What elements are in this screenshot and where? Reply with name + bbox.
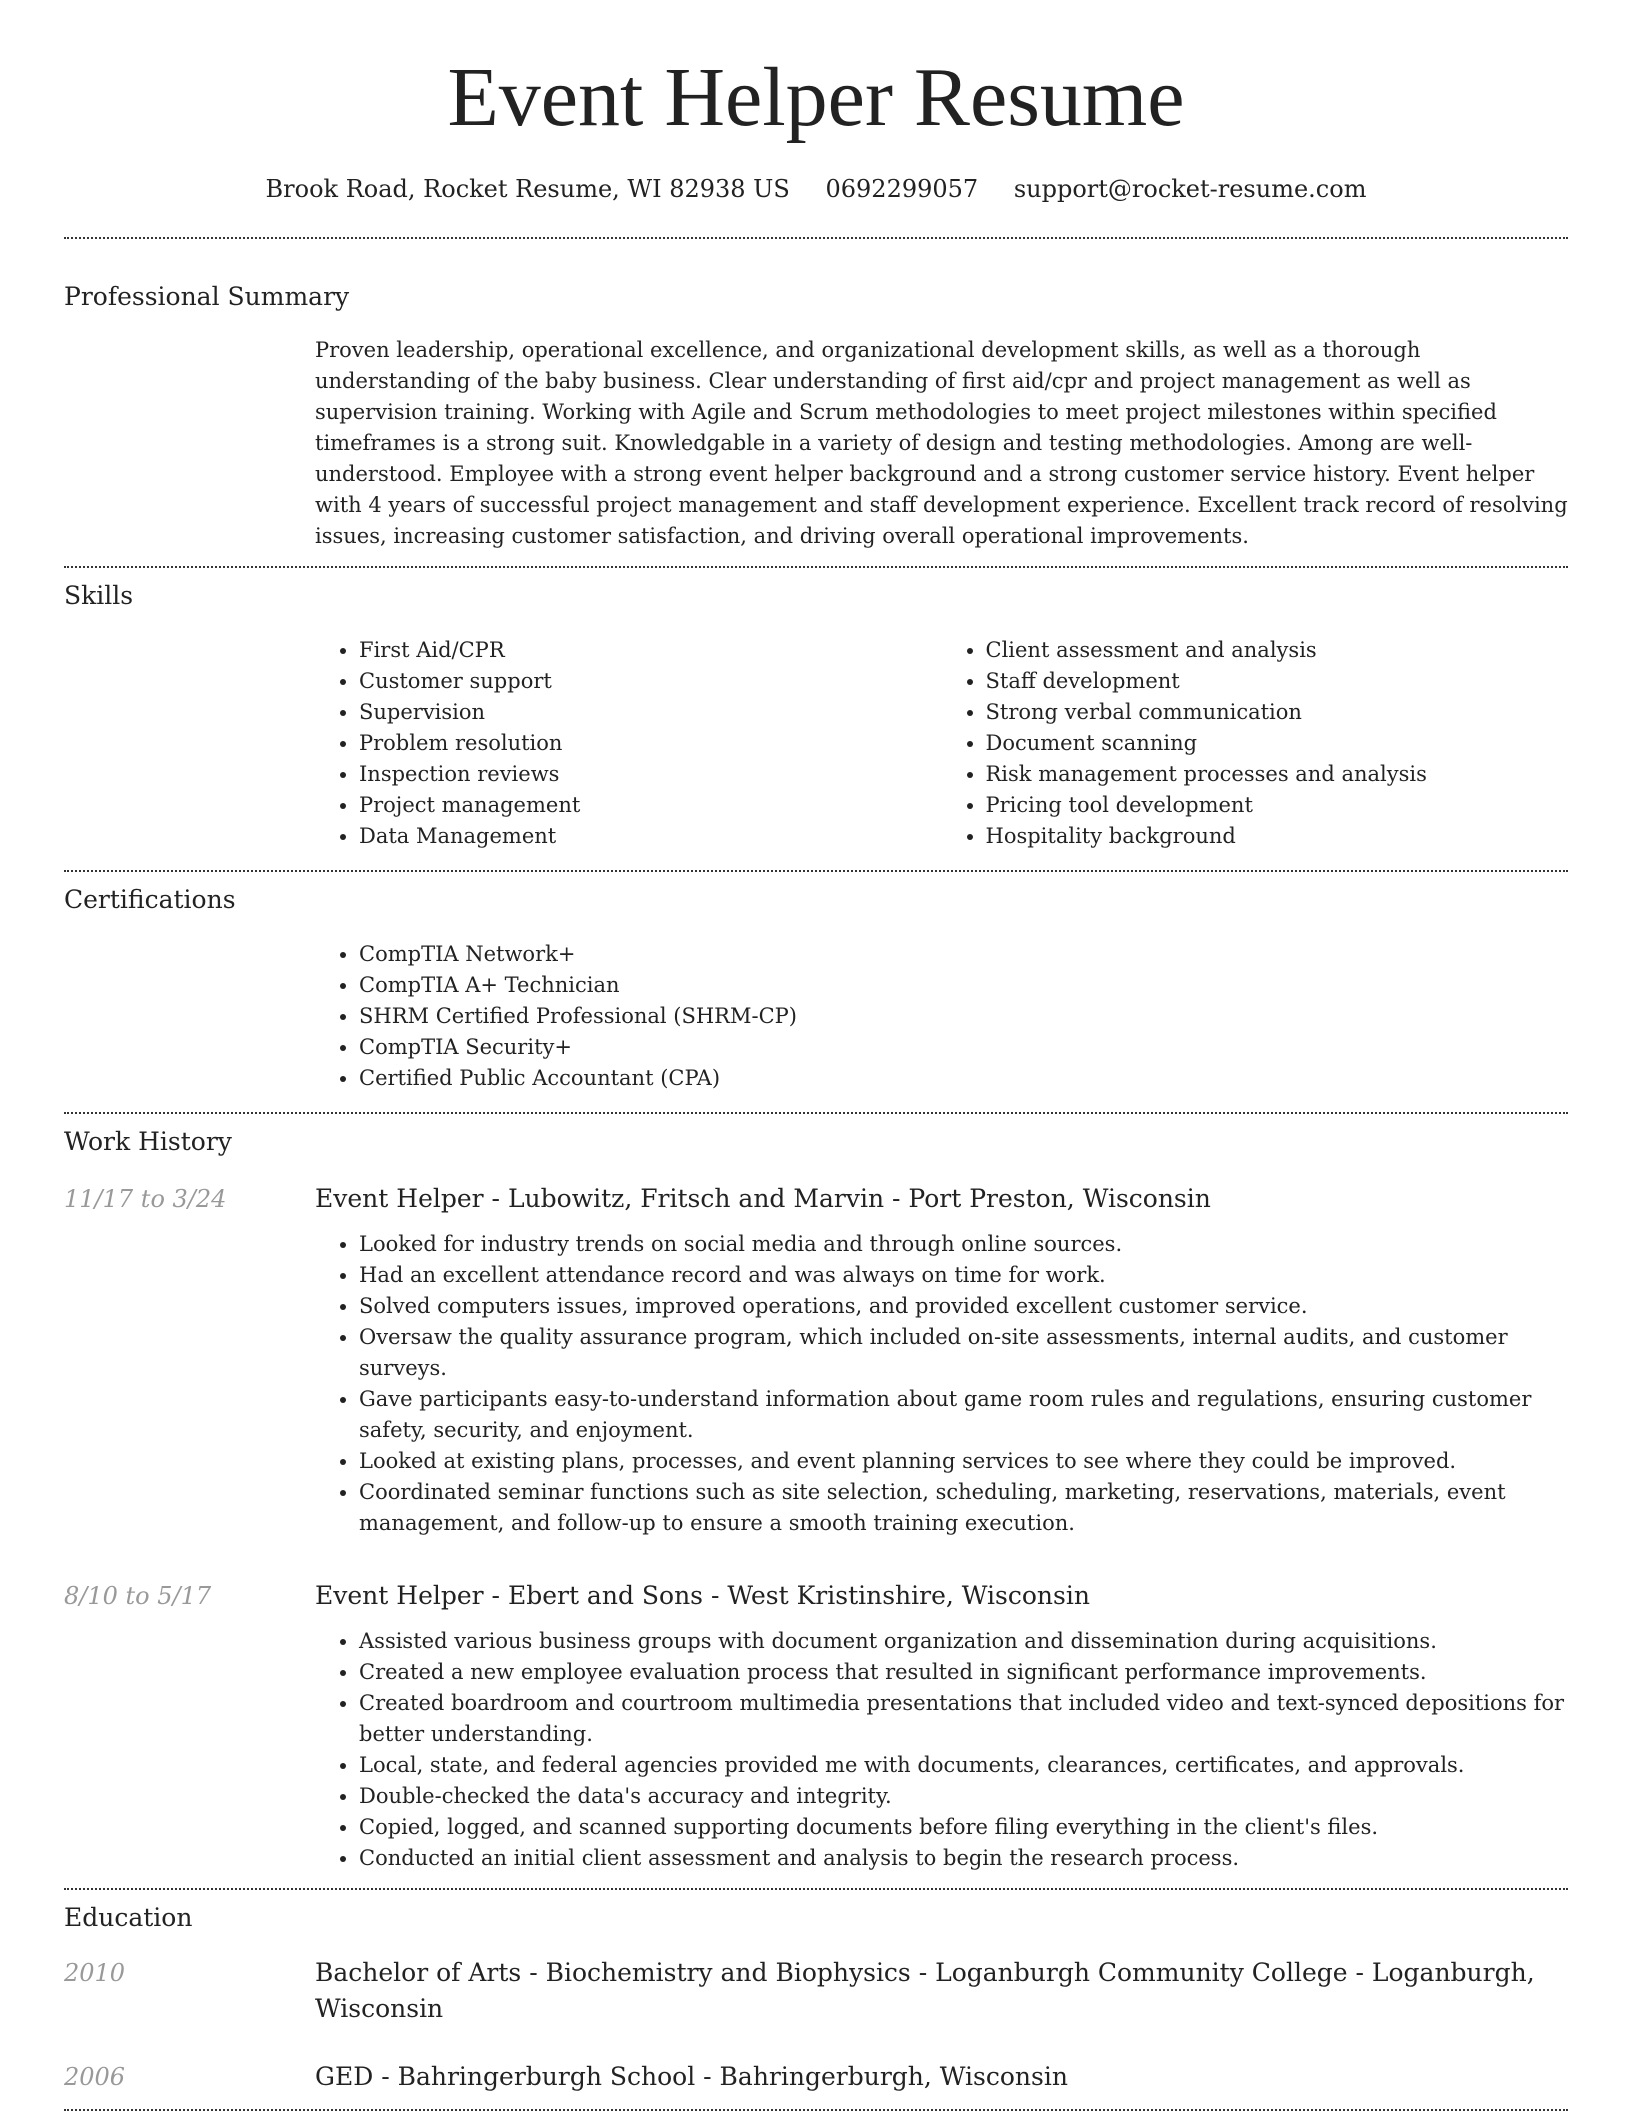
- skills-column-left: [315, 635, 942, 852]
- list-item: • Assisted various business groups with document organization and dissemination during acquisitions.: [359, 1626, 1568, 1657]
- divider: [64, 566, 1568, 568]
- work-bullets: [315, 1229, 1568, 1539]
- divider: [64, 870, 1568, 872]
- list-item: • Coordinated seminar functions such as site selection, scheduling, marketing, reservations, materials, event management, and follow-up to ensure a smooth training execution.: [359, 1477, 1568, 1539]
- list-item: • Project management: [359, 790, 942, 821]
- skills-list: [315, 635, 1568, 852]
- list-item: • SHRM Certified Professional (SHRM-CP): [359, 1001, 1568, 1032]
- summary-text: Proven leadership, operational excellence, and organizational development skills, as well as a thorough understanding of the baby business. Clear understanding of first aid/cpr and project management as well as supervision training. Working with Agile and Scrum methodologies to meet project milestones within specified timeframes is a strong suit. Knowledgable in a variety of design and testing methodologies. Among are well-understood. Employee with a strong event helper background and a strong customer service history. Event helper with 4 years of successful project management and staff development experience. Excellent track record of resolving issues, increasing customer satisfaction, and driving overall operational improvements.: [315, 338, 1568, 548]
- list-item: • Supervision: [359, 697, 942, 728]
- resume-title: Event Helper Resume: [447, 51, 1185, 144]
- education-text: Bachelor of Arts - Biochemistry and Biophysics - Loganburgh Community College - Loganburgh, Wisconsin: [315, 1958, 1535, 2023]
- work-title: Event Helper - Ebert and Sons - West Kristinshire, Wisconsin: [315, 1581, 1090, 1610]
- education-text: GED - Bahringerburgh School - Bahringerburgh, Wisconsin: [315, 2062, 1068, 2091]
- list-item: • Created boardroom and courtroom multimedia presentations that included video and text-synced depositions for better understanding.: [359, 1688, 1568, 1750]
- list-item: • Oversaw the quality assurance program, which included on-site assessments, internal audits, and customer surveys.: [359, 1322, 1568, 1384]
- list-item: • CompTIA Security+: [359, 1032, 1568, 1063]
- list-item: • Certified Public Accountant (CPA): [359, 1063, 1568, 1094]
- divider: [64, 2109, 1568, 2111]
- education-heading: Education: [64, 1903, 193, 1932]
- education-entry: [64, 2059, 1568, 2095]
- list-item: • Customer support: [359, 666, 942, 697]
- list-item: • Looked for industry trends on social media and through online sources.: [359, 1229, 1568, 1260]
- list-item: • Pricing tool development: [986, 790, 1569, 821]
- education-year: 2006: [64, 2063, 126, 2091]
- divider: [64, 237, 1568, 239]
- list-item: • Double-checked the data's accuracy and integrity.: [359, 1781, 1568, 1812]
- work-dates: 11/17 to 3/24: [64, 1185, 227, 1213]
- summary-heading: Professional Summary: [64, 282, 350, 311]
- list-item: • Local, state, and federal agencies provided me with documents, clearances, certificates, and approvals.: [359, 1750, 1568, 1781]
- list-item: • Risk management processes and analysis: [986, 759, 1569, 790]
- list-item: • Inspection reviews: [359, 759, 942, 790]
- education-year: 2010: [64, 1959, 126, 1987]
- list-item: • CompTIA Network+: [359, 939, 1568, 970]
- certifications-heading: Certifications: [64, 885, 236, 914]
- certifications-list: [315, 939, 1568, 1094]
- divider: [64, 1888, 1568, 1890]
- work-dates: 8/10 to 5/17: [64, 1582, 212, 1610]
- list-item: • Data Management: [359, 821, 942, 852]
- list-item: • Client assessment and analysis: [986, 635, 1569, 666]
- list-item: • First Aid/CPR: [359, 635, 942, 666]
- divider: [64, 1112, 1568, 1114]
- list-item: • Looked at existing plans, processes, and event planning services to see where they could be improved.: [359, 1446, 1568, 1477]
- list-item: • Solved computers issues, improved operations, and provided excellent customer service.: [359, 1291, 1568, 1322]
- work-bullets: [315, 1626, 1568, 1874]
- list-item: • Hospitality background: [986, 821, 1569, 852]
- list-item: • Copied, logged, and scanned supporting documents before filing everything in the client's files.: [359, 1812, 1568, 1843]
- skills-column-right: [942, 635, 1569, 852]
- list-item: • Problem resolution: [359, 728, 942, 759]
- contact-line: [64, 172, 1568, 206]
- contact-address: Brook Road, Rocket Resume, WI 82938 US: [265, 175, 790, 203]
- list-item: • Had an excellent attendance record and was always on time for work.: [359, 1260, 1568, 1291]
- list-item: • Strong verbal communication: [986, 697, 1569, 728]
- contact-email: support@rocket-resume.com: [1013, 175, 1367, 203]
- skills-heading: Skills: [64, 581, 134, 610]
- work-title: Event Helper - Lubowitz, Fritsch and Marvin - Port Preston, Wisconsin: [315, 1184, 1211, 1213]
- list-item: • Staff development: [986, 666, 1569, 697]
- list-item: • Document scanning: [986, 728, 1569, 759]
- resume-page: [64, 0, 1568, 2111]
- work-heading: Work History: [64, 1127, 232, 1156]
- contact-phone: 0692299057: [825, 175, 979, 203]
- list-item: • Gave participants easy-to-understand information about game room rules and regulations, ensuring customer safety, security, and enjoyment.: [359, 1384, 1568, 1446]
- list-item: • Conducted an initial client assessment and analysis to begin the research process.: [359, 1843, 1568, 1874]
- education-entry: [64, 1955, 1568, 2027]
- list-item: • CompTIA A+ Technician: [359, 970, 1568, 1001]
- list-item: • Created a new employee evaluation process that resulted in significant performance improvements.: [359, 1657, 1568, 1688]
- work-entry: [64, 1181, 1568, 1539]
- work-entry: [64, 1578, 1568, 1874]
